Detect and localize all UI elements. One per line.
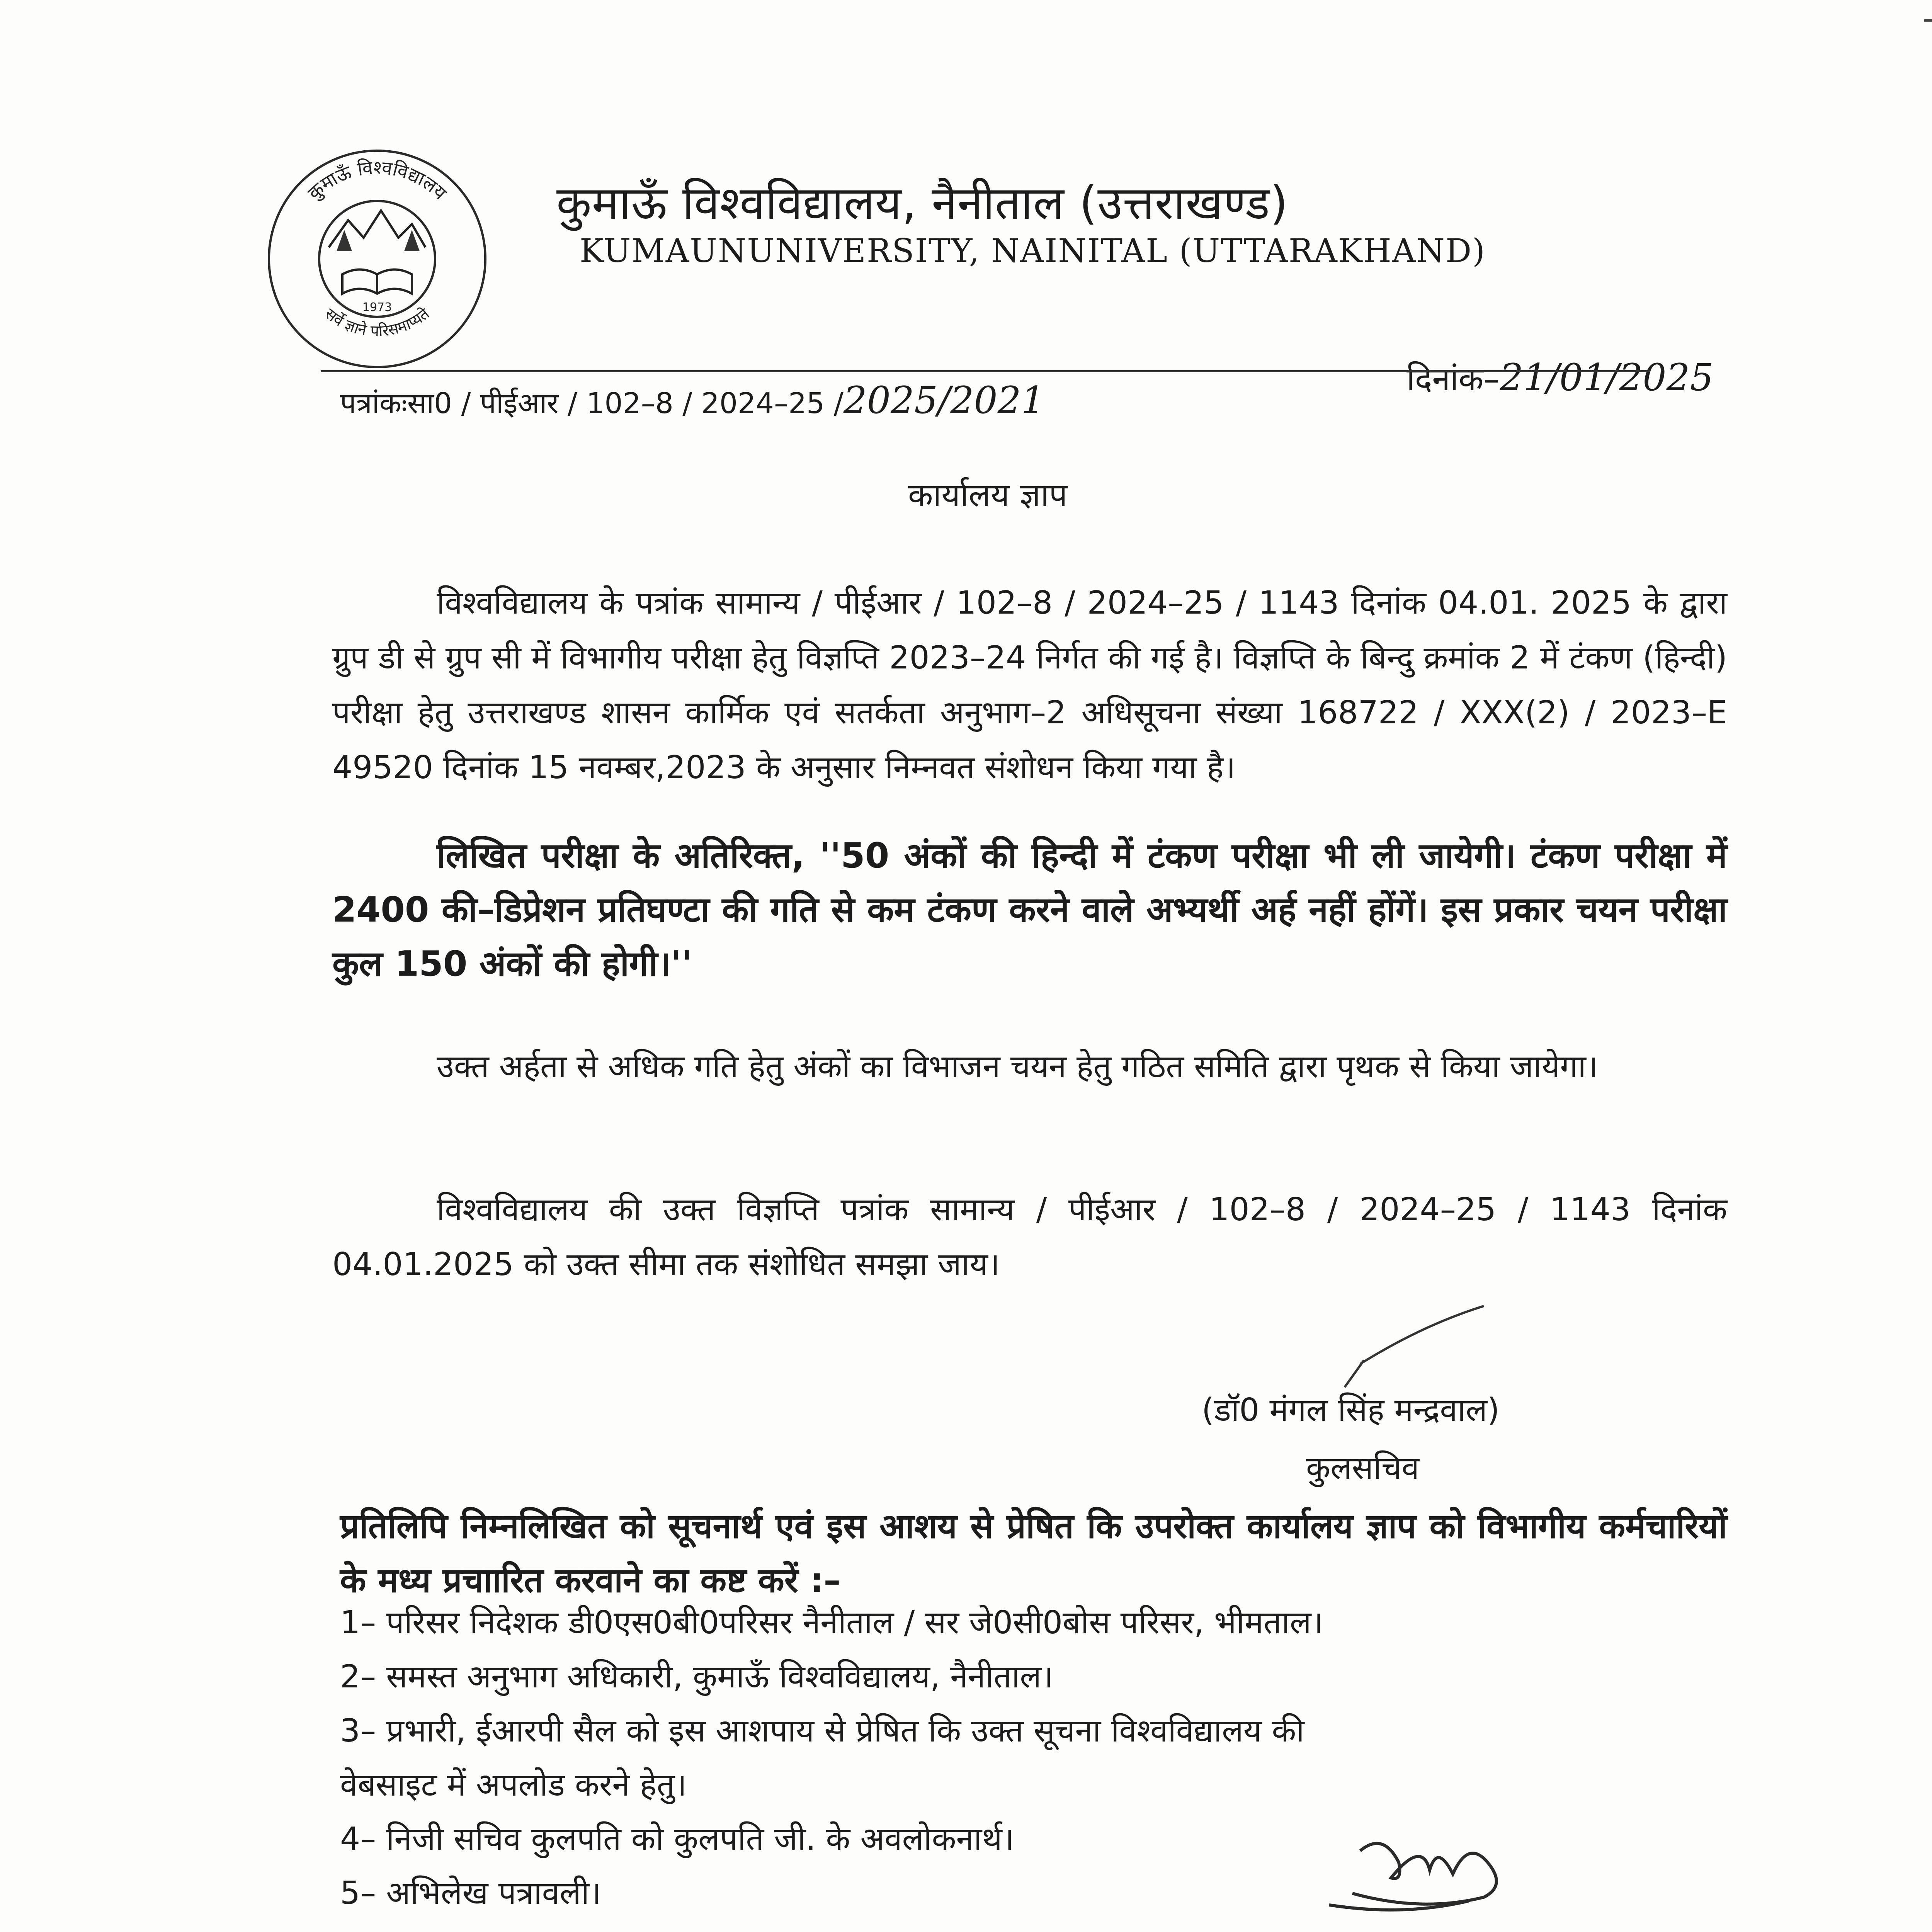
scan-edge-mark [1924, 19, 1932, 22]
letter-number-prefix: पत्रांकःसा0 / पीईआर / 102–8 / 2024–25 / [340, 387, 844, 420]
list-item: 5– अभिलेख पत्रावली। [340, 1875, 602, 1912]
date-handwritten: 21/01/2025 [1500, 356, 1714, 399]
paragraph-3-text: उक्त अर्हता से अधिक गति हेतु अंकों का विभाजन चयन हेतु गठित समिति द्वारा पृथक से किया जायेगा। [437, 1048, 1598, 1085]
seal-emblem-icon [265, 147, 489, 371]
signature-1-designation: कुलसचिव [1306, 1450, 1419, 1486]
body-paragraph-3 [332, 1039, 1727, 1094]
university-seal [265, 147, 489, 371]
signature-2-mark [1306, 1816, 1553, 1932]
body-paragraph-1 [332, 576, 1727, 795]
list-item: वेबसाइट में अपलोड करने हेतु। [340, 1767, 687, 1803]
letter-number-handwritten: 2025/2021 [843, 379, 1045, 422]
date-label: दिनांक– [1406, 360, 1500, 398]
signature-1-name: (डॉ0 मंगल सिंह मन्द्रवाल) [1202, 1392, 1500, 1429]
letter-number [340, 379, 1045, 422]
university-name-english: KUMAUNUNIVERSITY, NAINITAL (UTTARAKHAND) [580, 232, 1486, 270]
list-item: 1– परिसर निदेशक डी0एस0बी0परिसर नैनीताल / सर जे0सी0बोस परिसर, भीमताल। [340, 1604, 1323, 1641]
header-rule [321, 370, 1650, 372]
paragraph-1-text: विश्वविद्यालय के पत्रांक सामान्य / पीईआर / 102–8 / 2024–25 / 1143 दिनांक 04.01. 2025 के द्वारा ग्रुप डी से ग्रुप सी में विभागीय परीक्षा हेतु विज्ञप्ति 2023–24 निर्गत की गई है। विज्ञप्ति के बिन्दु क्रमांक 2 में टंकण (हिन्दी) परीक्षा हेतु उत्तराखण्ड शासन कार्मिक एवं सतर्कता अनुभाग–2 अधिसूचना संख्या 168722 / XXX(2) / 2023–E 49520 दिनांक 15 नवम्बर,2023 के अनुसार निम्नवत संशोधन किया गया है। [332, 585, 1727, 786]
seal-year: 1973 [362, 301, 392, 314]
body-paragraph-2 [332, 829, 1727, 991]
seal-bottom-text: सर्वे ज्ञाने परिसमाप्यते [321, 305, 433, 340]
university-name-hindi: कुमाऊँ विश्वविद्यालय, नैनीताल (उत्तराखण्ड) [556, 176, 1289, 230]
list-item: 3– प्रभारी, ईआरपी सैल को इस आशपाय से प्रेषित कि उक्त सूचना विश्वविद्यालय की [340, 1713, 1304, 1749]
handwritten-signature-icon [1306, 1816, 1553, 1932]
page-title: कार्यालय ज्ञाप [908, 476, 1068, 514]
letter-date [1406, 355, 1714, 400]
body-paragraph-4 [332, 1182, 1727, 1292]
list-item: 4– निजी सचिव कुलपति को कुलपति जी. के अवलोकनार्थ। [340, 1821, 1014, 1857]
paragraph-4-text: विश्वविद्यालय की उक्त विज्ञप्ति पत्रांक सामान्य / पीईआर / 102–8 / 2024–25 / 1143 दिनांक 04.01.2025 को उक्त सीमा तक संशोधित समझा जाय। [332, 1191, 1727, 1283]
copy-heading: प्रतिलिपि निम्नलिखित को सूचनार्थ एवं इस आशय से प्रेषित कि उपरोक्त कार्यालय ज्ञाप को विभागीय कर्मचारियों के मध्य प्रचाारित करवाने का कष्ट करें :– [340, 1506, 1727, 1600]
paragraph-2-text: लिखित परीक्षा के अतिरिक्त, ''50 अंकों की हिन्दी में टंकण परीक्षा भी ली जायेगी। टंकण परीक्षा में 2400 की–डिप्रेशन प्रतिघण्टा की गति से कम टंकण करने वाले अभ्यर्थी अर्ह नहीं होंगें। इस प्रकार चयन परीक्षा कुल 150 अंकों की होगी।'' [332, 835, 1727, 984]
list-item: 2– समस्त अनुभाग अधिकारी, कुमाऊँ विश्वविद्यालय, नैनीताल। [340, 1658, 1054, 1695]
seal-top-text: कुमाऊँ विश्वविद्यालय [303, 156, 451, 204]
